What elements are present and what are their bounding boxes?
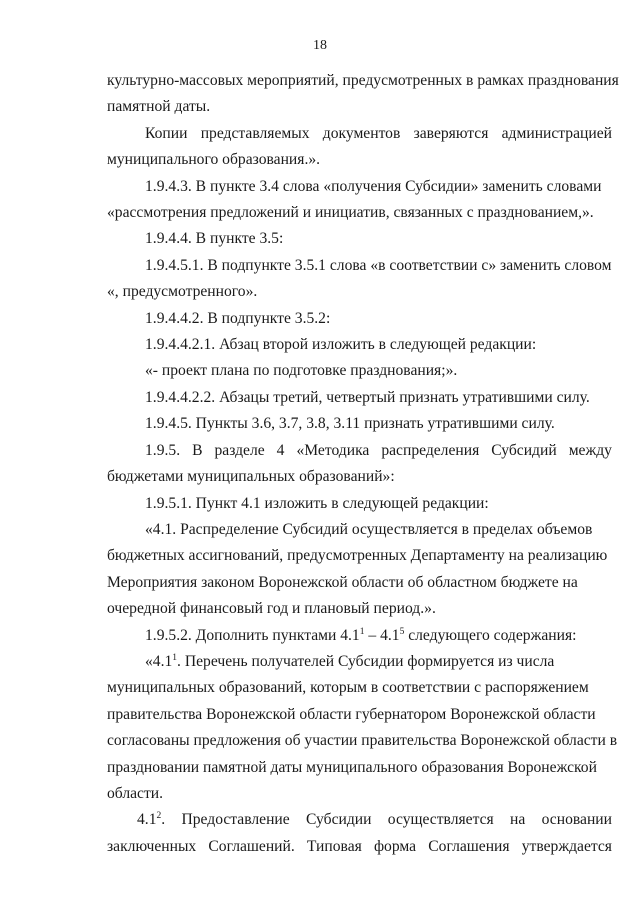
superscript: 2 [156, 811, 162, 822]
text-fragment: следующего содержания: [404, 626, 577, 644]
word: 1.9.5. [145, 441, 181, 459]
word: документов [322, 124, 401, 142]
word: основании [541, 811, 612, 829]
word: «Методика [296, 441, 370, 459]
text-line [107, 623, 612, 649]
text-line: области. [107, 784, 164, 802]
text-line: муниципальных образований, которым в соответствии с распоряжением [107, 679, 589, 697]
text-line: 1.9.4.4. В пункте 3.5: [145, 230, 284, 248]
word: форма [373, 837, 417, 855]
text-line-justified [107, 834, 612, 860]
word: распределения [381, 441, 480, 459]
text-line: согласованы предложения об участии правительства Воронежской области в [107, 732, 618, 750]
word: между [568, 441, 612, 459]
text-line: бюджетами муниципальных образований»: [107, 468, 395, 486]
word: утверждается [521, 837, 612, 855]
text-fragment: . [161, 811, 166, 829]
text-line [107, 649, 612, 675]
text-line-justified [107, 807, 612, 833]
text-line: Мероприятия законом Воронежской области об областном бюджете на [107, 573, 578, 591]
text-fragment: 1.9.5.2. Дополнить пунктами 4.1 [145, 626, 360, 644]
text-line-justified [107, 438, 612, 464]
word: осуществляется [387, 811, 494, 829]
word: В [192, 441, 203, 459]
word: Типовая [306, 837, 362, 855]
word: разделе [214, 441, 265, 459]
superscript: 1 [359, 626, 365, 637]
word: Субсидии [306, 811, 372, 829]
text-line: 1.9.5.1. Пункт 4.1 изложить в следующей редакции: [145, 494, 489, 512]
word: администрацией [501, 124, 612, 142]
word: на [510, 811, 526, 829]
text-line: правительства Воронежской области губернатором Воронежской области [107, 705, 596, 723]
text-line: «рассмотрения предложений и инициатив, связанных с празднованием,». [107, 204, 594, 222]
text-fragment: «4.1 [145, 652, 173, 670]
text-line: «- проект плана по подготовке празднования;». [145, 362, 458, 380]
text-line: 1.9.4.3. В пункте 3.4 слова «получения Субсидии» заменить словами [145, 177, 602, 195]
word: Копии [145, 124, 188, 142]
word: заверяются [413, 124, 489, 142]
text-line: «, предусмотренного». [107, 283, 258, 301]
word: 4 [276, 441, 285, 459]
word: Субсидий [491, 441, 557, 459]
text-line: 1.9.4.4.2.2. Абзацы третий, четвертый признать утратившими силу. [145, 388, 590, 406]
text-fragment: 4.1 [137, 811, 157, 829]
word: представляемых [200, 124, 310, 142]
word: заключенных [107, 837, 197, 855]
text-line: культурно-массовых мероприятий, предусмотренных в рамках празднования [107, 72, 619, 89]
text-line: бюджетных ассигнований, предусмотренных Департаменту на реализацию [107, 547, 608, 565]
word: Соглашений. [208, 837, 295, 855]
text-line: очередной финансовый год и плановый период.». [107, 600, 436, 618]
superscript: 1 [172, 652, 178, 663]
superscript: 5 [399, 626, 405, 637]
text-line: памятной даты. [107, 98, 211, 116]
text-line: 1.9.4.5.1. В подпункте 3.5.1 слова «в соответствии с» заменить словом [145, 256, 612, 274]
text-line: 1.9.4.5. Пункты 3.6, 3.7, 3.8, 3.11 признать утратившими силу. [145, 415, 555, 433]
text-line: муниципального образования.». [107, 151, 321, 169]
text-line: праздновании памятной даты муниципального образования Воронежской [107, 758, 597, 776]
text-line: «4.1. Распределение Субсидий осуществляется в пределах объемов [145, 520, 593, 538]
text-fragment: – 4.1 [364, 626, 400, 644]
text-line: 1.9.4.4.2.1. Абзац второй изложить в следующей редакции: [145, 336, 537, 354]
text-line-justified [107, 121, 612, 147]
page-number: 18 [313, 38, 327, 53]
word: Предоставление [181, 811, 290, 829]
word [137, 807, 165, 833]
word: Соглашения [428, 837, 510, 855]
document-body [107, 68, 619, 860]
text-line: 1.9.4.4.2. В подпункте 3.5.2: [145, 309, 331, 327]
text-fragment: . Перечень получателей Субсидии формируется из числа [177, 652, 555, 670]
